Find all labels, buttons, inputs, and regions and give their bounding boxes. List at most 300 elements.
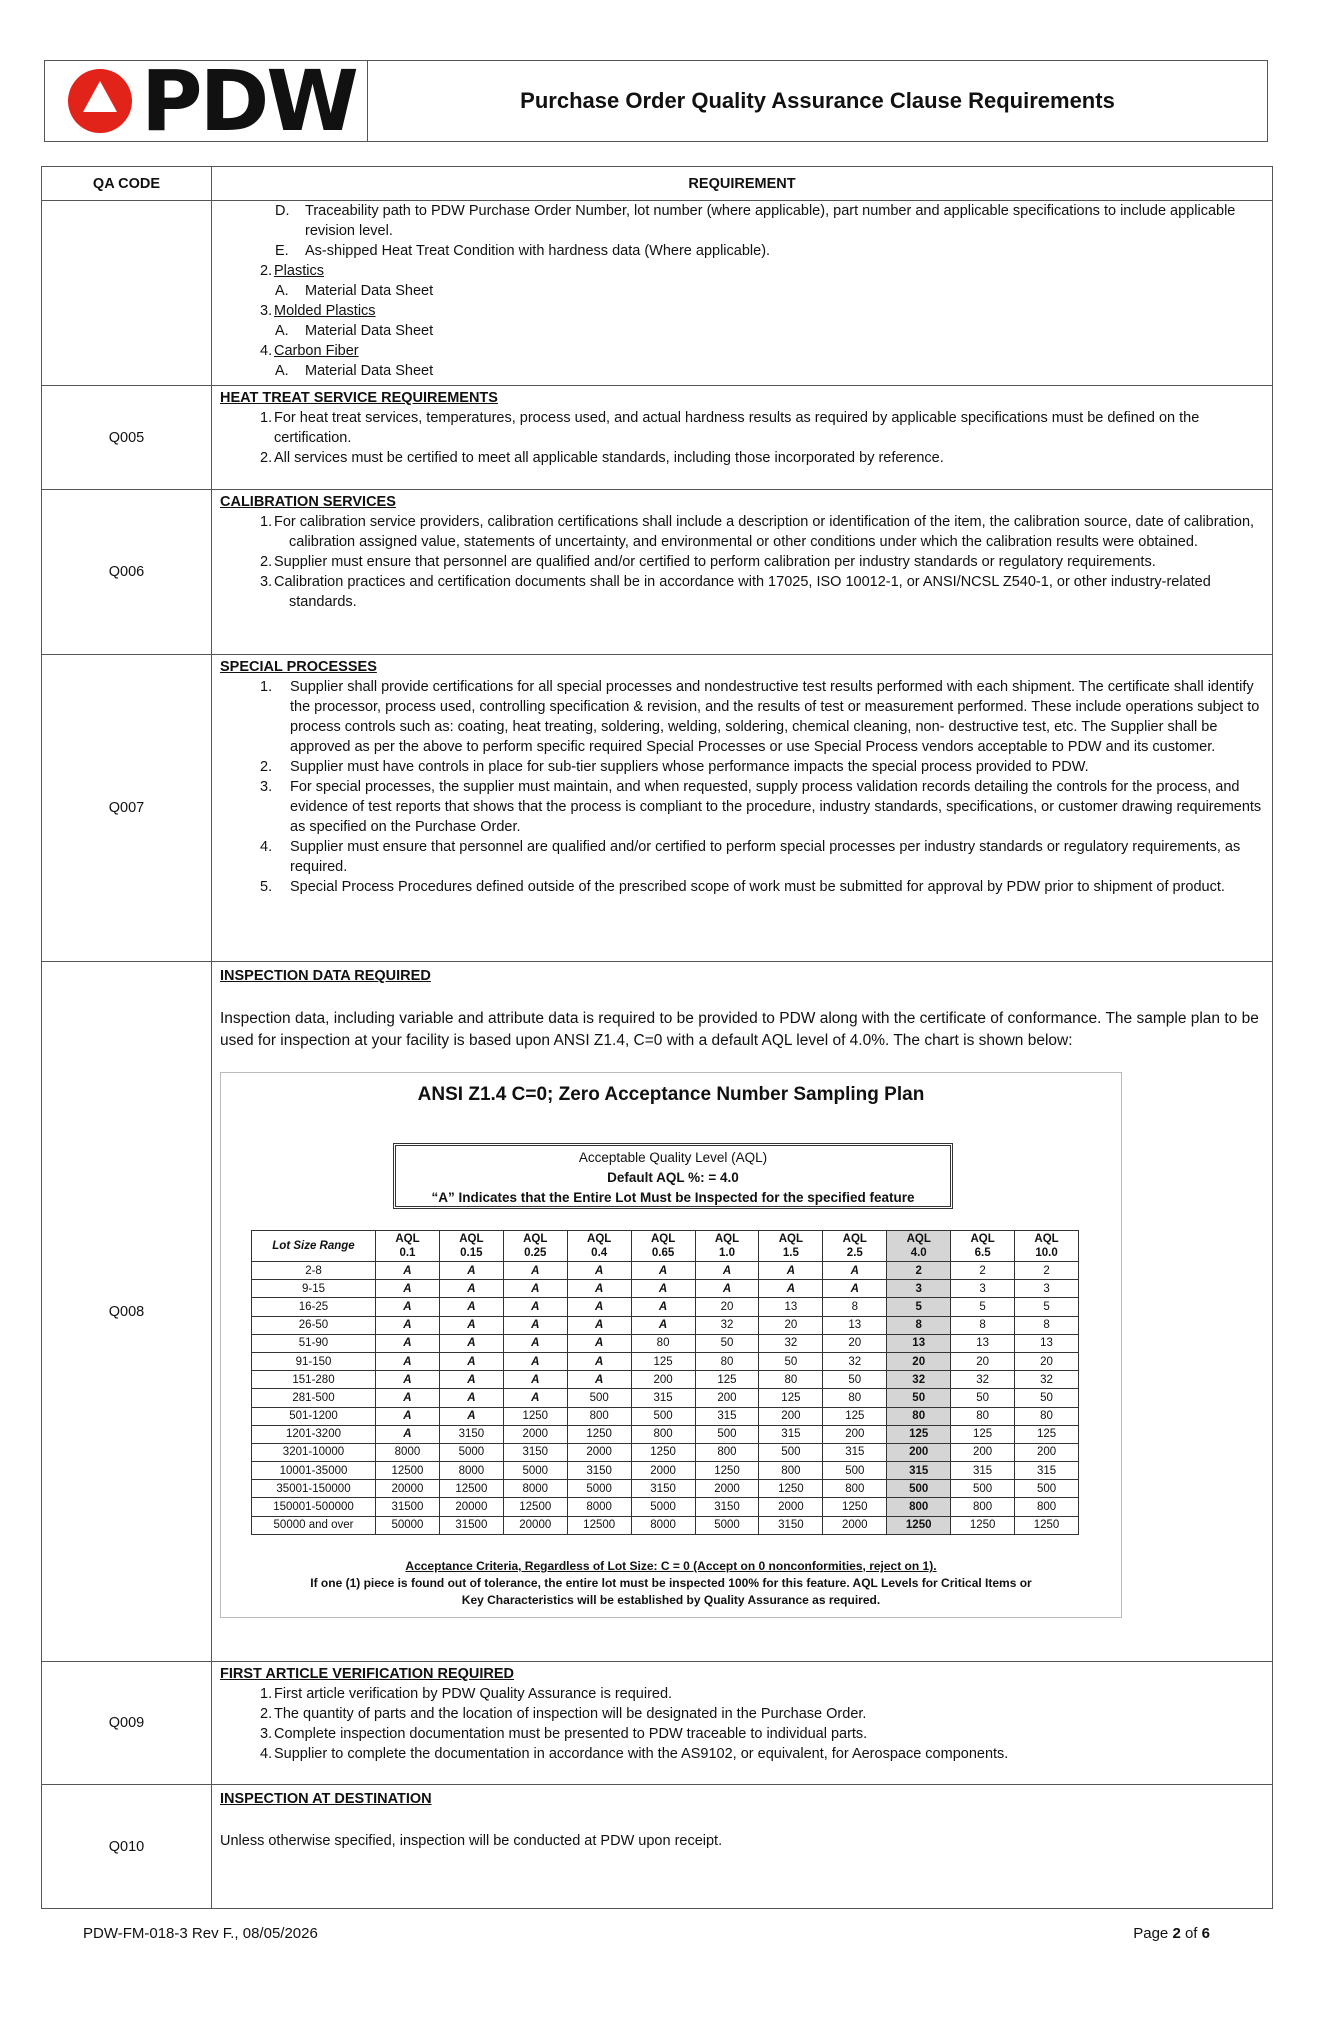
sample-size-cell: 500	[759, 1443, 823, 1461]
sampling-plan-figure	[220, 1072, 1122, 1618]
sample-size-cell: A	[503, 1316, 567, 1334]
sample-size-cell: 800	[695, 1443, 759, 1461]
document-title: Purchase Order Quality Assurance Clause Requirements	[520, 88, 1115, 113]
sample-size-cell: 50	[823, 1371, 887, 1389]
aql-label: AQL	[714, 1233, 740, 1245]
table-row-continued	[42, 201, 1273, 386]
sample-size-cell: A	[439, 1334, 503, 1352]
page-number: Page 2 of 6	[1133, 1925, 1210, 1942]
sample-size-cell: 80	[1015, 1407, 1079, 1425]
sample-size-cell: 50	[1015, 1389, 1079, 1407]
lot-size-cell: 10001-35000	[252, 1462, 376, 1480]
logo	[45, 52, 368, 150]
sample-size-cell: 80	[951, 1407, 1015, 1425]
aql-level-header	[376, 1231, 440, 1262]
sampling-row	[252, 1334, 1079, 1352]
sample-size-cell: 200	[759, 1407, 823, 1425]
sampling-row	[252, 1352, 1079, 1370]
sample-size-cell: A	[631, 1280, 695, 1298]
sample-size-cell: 800	[759, 1462, 823, 1480]
sample-size-cell: 315	[951, 1462, 1015, 1480]
aql-level-value: 0.1	[399, 1247, 416, 1259]
sample-size-cell: 31500	[439, 1516, 503, 1534]
sample-size-cell: 800	[823, 1480, 887, 1498]
aql-level-value: 0.15	[460, 1247, 483, 1259]
sample-size-cell: A	[439, 1280, 503, 1298]
sampling-row	[252, 1516, 1079, 1534]
sample-size-cell: 5000	[439, 1443, 503, 1461]
list-item: 1. For heat treat services, temperatures, process used, and actual hardness results as required by applicable specifications must be defined on the certification.	[260, 410, 1200, 446]
sample-size-cell: 315	[1015, 1462, 1079, 1480]
sample-size-cell: A	[376, 1298, 440, 1316]
col-header-qa-code: QA CODE	[42, 167, 212, 201]
sample-size-cell: 8	[887, 1316, 951, 1334]
list-item: D. Traceability path to PDW Purchase Order Number, lot number (where applicable), part number and applicable specifications to include applicable revision level.	[275, 203, 1236, 239]
document-header	[44, 52, 1268, 150]
aql-label: AQL	[587, 1233, 612, 1245]
qa-code-q005: Q005	[42, 386, 212, 490]
aql-info-box	[393, 1143, 953, 1209]
sampling-row	[252, 1389, 1079, 1407]
sample-size-cell: A	[439, 1407, 503, 1425]
sample-size-cell: A	[376, 1389, 440, 1407]
sample-size-cell: 3150	[695, 1498, 759, 1516]
aql-level-header	[631, 1231, 695, 1262]
sample-size-cell: 2	[951, 1262, 1015, 1280]
aql-label: AQL	[650, 1233, 676, 1245]
sample-size-cell: 2000	[759, 1498, 823, 1516]
sample-size-cell: 500	[567, 1389, 631, 1407]
lot-size-cell: 51-90	[252, 1334, 376, 1352]
requirement-q006	[212, 490, 1273, 655]
sample-size-cell: A	[503, 1389, 567, 1407]
sample-size-cell: 20	[823, 1334, 887, 1352]
sampling-row	[252, 1407, 1079, 1425]
table-row-q007	[42, 655, 1273, 962]
sample-size-cell: 31500	[376, 1498, 440, 1516]
list-item: 2. The quantity of parts and the location of inspection will be designated in the Purchase Order.	[260, 1706, 867, 1722]
qa-code-q010: Q010	[42, 1785, 212, 1909]
sample-size-cell: 2000	[503, 1425, 567, 1443]
section-title: FIRST ARTICLE VERIFICATION REQUIRED	[220, 1666, 515, 1682]
lot-size-cell: 2-8	[252, 1262, 376, 1280]
criteria-line: Acceptance Criteria, Regardless of Lot Size: C = 0 (Accept on 0 nonconformities, reject on 1).	[405, 1559, 937, 1573]
qa-code-q006: Q006	[42, 490, 212, 655]
sample-size-cell: A	[631, 1298, 695, 1316]
sample-size-cell: A	[503, 1298, 567, 1316]
sample-size-cell: 1250	[823, 1498, 887, 1516]
section-title: HEAT TREAT SERVICE REQUIREMENTS	[220, 390, 498, 406]
sample-size-cell: 3150	[567, 1462, 631, 1480]
aql-level-value: 6.5	[974, 1247, 991, 1259]
sample-size-cell: 12500	[376, 1462, 440, 1480]
aql-label: AQL	[842, 1233, 867, 1245]
aql-label: AQL	[1034, 1233, 1059, 1245]
aql-level-value: 1.5	[782, 1247, 799, 1259]
sample-size-cell: 125	[1015, 1425, 1079, 1443]
sample-size-cell: 125	[695, 1371, 759, 1389]
sample-size-cell: A	[567, 1262, 631, 1280]
sampling-row	[252, 1371, 1079, 1389]
sample-size-cell: A	[567, 1280, 631, 1298]
sample-size-cell: 5000	[695, 1516, 759, 1534]
sample-size-cell: 20	[759, 1316, 823, 1334]
sample-size-cell: 8	[1015, 1316, 1079, 1334]
sample-size-cell: A	[567, 1352, 631, 1370]
sampling-plan-title: ANSI Z1.4 C=0; Zero Acceptance Number Sampling Plan	[417, 1084, 925, 1105]
sample-size-cell: 500	[823, 1462, 887, 1480]
sample-size-cell: A	[439, 1371, 503, 1389]
sample-size-cell: 3150	[439, 1425, 503, 1443]
sample-size-cell: 80	[631, 1334, 695, 1352]
table-row-q010	[42, 1785, 1273, 1909]
list-item: E. As-shipped Heat Treat Condition with hardness data (Where applicable).	[275, 243, 771, 259]
sample-size-cell: 13	[1015, 1334, 1079, 1352]
sample-size-cell: 800	[887, 1498, 951, 1516]
sample-size-cell: 315	[631, 1389, 695, 1407]
sample-size-cell: 8000	[567, 1498, 631, 1516]
sample-size-cell: 500	[887, 1480, 951, 1498]
sample-size-cell: A	[376, 1280, 440, 1298]
aql-level-header	[1015, 1231, 1079, 1262]
sample-size-cell: A	[823, 1262, 887, 1280]
list-item: A. Material Data Sheet	[275, 363, 434, 379]
sample-size-cell: 80	[887, 1407, 951, 1425]
sample-size-cell: A	[503, 1262, 567, 1280]
sample-size-cell: 13	[823, 1316, 887, 1334]
requirement-q008	[212, 962, 1273, 1662]
list-item: 4. Carbon Fiber	[260, 343, 359, 359]
sample-size-cell: A	[439, 1316, 503, 1334]
list-item: 5. Special Process Procedures defined outside of the prescribed scope of work must be submitted for approval by PDW prior to shipment of product.	[260, 879, 1225, 895]
sample-size-cell: 5	[1015, 1298, 1079, 1316]
lot-size-cell: 9-15	[252, 1280, 376, 1298]
list-item: 3. Molded Plastics	[260, 303, 376, 319]
requirement-q005	[212, 386, 1273, 490]
sample-size-cell: 3	[951, 1280, 1015, 1298]
sample-size-cell: 8000	[503, 1480, 567, 1498]
sample-size-cell: 8	[951, 1316, 1015, 1334]
sample-size-cell: 13	[759, 1298, 823, 1316]
sample-size-cell: 200	[823, 1425, 887, 1443]
sample-size-cell: 80	[695, 1352, 759, 1370]
requirement-q007	[212, 655, 1273, 962]
requirement-q009	[212, 1662, 1273, 1785]
sample-size-cell: 200	[631, 1371, 695, 1389]
lot-size-cell: 50000 and over	[252, 1516, 376, 1534]
aql-level-header	[503, 1231, 567, 1262]
qa-code-q008: Q008	[42, 962, 212, 1662]
destination-paragraph: Unless otherwise specified, inspection will be conducted at PDW upon receipt.	[220, 1833, 723, 1849]
sampling-plan-table	[251, 1230, 1079, 1535]
sample-size-cell: 12500	[567, 1516, 631, 1534]
sample-size-cell: 32	[823, 1352, 887, 1370]
section-title: INSPECTION AT DESTINATION	[220, 1791, 432, 1807]
sample-size-cell: A	[759, 1280, 823, 1298]
list-item: 1. Supplier shall provide certifications for all special processes and nondestructive test results performed with each shipment. The certificate shall identify the processor, process used, controlling specification & revision, and the results of test or measurement performed. These include operations subject to process controls such as: coating, heat treating, soldering, welding, soldering, chemical cleaning, non- destructive test, etc. The Supplier shall be approved as per the above to perform specific required Special Processes or use Special Process vendors acceptable to PDW and its customer.	[260, 679, 1260, 755]
sample-size-cell: 800	[567, 1407, 631, 1425]
sample-size-cell: A	[503, 1352, 567, 1370]
list-item: 4. Supplier to complete the documentation in accordance with the AS9102, or equivalent, for Aerospace components.	[260, 1746, 1009, 1762]
sample-size-cell: A	[503, 1334, 567, 1352]
sample-size-cell: A	[631, 1316, 695, 1334]
sample-size-cell: 200	[1015, 1443, 1079, 1461]
sample-size-cell: 5000	[567, 1480, 631, 1498]
aql-level-value: 10.0	[1035, 1247, 1058, 1259]
sampling-row	[252, 1462, 1079, 1480]
sample-size-cell: 315	[887, 1462, 951, 1480]
sample-size-cell: 125	[823, 1407, 887, 1425]
sample-size-cell: 50000	[376, 1516, 440, 1534]
requirement-q010	[212, 1785, 1273, 1909]
table-row-q009	[42, 1662, 1273, 1785]
sample-size-cell: 800	[631, 1425, 695, 1443]
lot-size-cell: 281-500	[252, 1389, 376, 1407]
sample-size-cell: A	[567, 1371, 631, 1389]
sample-size-cell: 3	[1015, 1280, 1079, 1298]
sample-size-cell: 1250	[759, 1480, 823, 1498]
sample-size-cell: A	[376, 1334, 440, 1352]
sample-size-cell: A	[503, 1371, 567, 1389]
lot-size-cell: 151-280	[252, 1371, 376, 1389]
sample-size-cell: 1250	[887, 1516, 951, 1534]
aql-level-header	[567, 1231, 631, 1262]
sample-size-cell: 1250	[567, 1425, 631, 1443]
sample-size-cell: A	[376, 1262, 440, 1280]
aql-level-value: 1.0	[718, 1247, 735, 1259]
acceptance-criteria	[221, 1557, 1121, 1610]
sample-size-cell: A	[631, 1262, 695, 1280]
sample-size-cell: 500	[1015, 1480, 1079, 1498]
list-item: 2. Supplier must ensure that personnel are qualified and/or certified to perform calibration per industry standards or regulatory requirements.	[260, 554, 1156, 570]
sample-size-cell: 800	[951, 1498, 1015, 1516]
sample-size-cell: 50	[951, 1389, 1015, 1407]
sample-size-cell: A	[567, 1334, 631, 1352]
lot-size-cell: 501-1200	[252, 1407, 376, 1425]
sample-size-cell: 125	[887, 1425, 951, 1443]
sampling-row	[252, 1498, 1079, 1516]
sample-size-cell: 1250	[503, 1407, 567, 1425]
list-item: 1. For calibration service providers, calibration certifications shall include a description or identification of the item, the calibration source, date of calibration, calibration assigned value, statements of uncertainty, and environmental or other conditions under which the calibration results were obtained.	[260, 514, 1255, 550]
section-title: CALIBRATION SERVICES	[220, 494, 396, 510]
sample-size-cell: 13	[951, 1334, 1015, 1352]
list-item: 2. Plastics	[260, 263, 324, 279]
lot-size-cell: 91-150	[252, 1352, 376, 1370]
aql-level-value: 4.0	[910, 1247, 927, 1259]
sample-size-cell: 3150	[759, 1516, 823, 1534]
list-item: 3. For special processes, the supplier must maintain, and when requested, supply process validation records detailing the controls for the process, and evidence of test reports that shows that the process is compliant to the procedure, industry standards, specifications, or customer drawing requirements as specified on the Purchase Order.	[260, 779, 1262, 835]
sample-size-cell: 2000	[567, 1443, 631, 1461]
sample-size-cell: 20000	[439, 1498, 503, 1516]
logo-text: PDW	[141, 52, 356, 150]
qa-code-cell-empty	[42, 201, 212, 386]
sample-size-cell: A	[503, 1280, 567, 1298]
aql-level-value: 0.4	[591, 1247, 608, 1259]
sample-size-cell: 315	[695, 1407, 759, 1425]
sample-size-cell: 50	[759, 1352, 823, 1370]
sample-size-cell: 500	[695, 1425, 759, 1443]
section-title: INSPECTION DATA REQUIRED	[220, 968, 431, 984]
table-row-q005	[42, 386, 1273, 490]
sample-size-cell: 5	[951, 1298, 1015, 1316]
table-row-q006	[42, 490, 1273, 655]
sample-size-cell: 2	[887, 1262, 951, 1280]
sample-size-cell: 20000	[376, 1480, 440, 1498]
sample-size-cell: 1250	[951, 1516, 1015, 1534]
aql-label: AQL	[395, 1233, 420, 1245]
sample-size-cell: 500	[951, 1480, 1015, 1498]
list-item: 2. All services must be certified to meet all applicable standards, including those incorporated by reference.	[260, 450, 944, 466]
aql-label: AQL	[970, 1233, 995, 1245]
aql-box-line: “A” Indicates that the Entire Lot Must be Inspected for the specified feature	[431, 1190, 915, 1205]
sampling-row	[252, 1480, 1079, 1498]
table-header-row	[42, 167, 1273, 201]
sample-size-cell: 20000	[503, 1516, 567, 1534]
sample-size-cell: 500	[631, 1407, 695, 1425]
sample-size-cell: 32	[887, 1371, 951, 1389]
sampling-row	[252, 1425, 1079, 1443]
sample-size-cell: 315	[823, 1443, 887, 1461]
sample-size-cell: A	[439, 1389, 503, 1407]
sample-size-cell: A	[376, 1352, 440, 1370]
sample-size-cell: 800	[1015, 1498, 1079, 1516]
aql-level-header	[823, 1231, 887, 1262]
sample-size-cell: 20	[695, 1298, 759, 1316]
aql-label: AQL	[523, 1233, 548, 1245]
sample-size-cell: 315	[759, 1425, 823, 1443]
sample-size-cell: 1250	[1015, 1516, 1079, 1534]
aql-level-header	[951, 1231, 1015, 1262]
aql-level-value: 0.65	[651, 1247, 675, 1259]
sample-size-cell: 12500	[439, 1480, 503, 1498]
sample-size-cell: A	[439, 1298, 503, 1316]
list-item: A. Material Data Sheet	[275, 323, 434, 339]
aql-box-line: Default AQL %: = 4.0	[607, 1170, 739, 1185]
sample-size-cell: 2	[1015, 1262, 1079, 1280]
sample-size-cell: A	[823, 1280, 887, 1298]
sample-size-cell: 200	[887, 1443, 951, 1461]
sample-size-cell: 5000	[631, 1498, 695, 1516]
aql-level-header	[695, 1231, 759, 1262]
sample-size-cell: 20	[887, 1352, 951, 1370]
qa-clause-table	[41, 166, 1273, 1909]
sample-size-cell: 2000	[823, 1516, 887, 1534]
sampling-row	[252, 1443, 1079, 1461]
sample-size-cell: 1250	[695, 1462, 759, 1480]
sample-size-cell: 5	[887, 1298, 951, 1316]
sample-size-cell: 3150	[631, 1480, 695, 1498]
table-row-q008	[42, 962, 1273, 1662]
sample-size-cell: 200	[695, 1389, 759, 1407]
list-item: 4. Supplier must ensure that personnel are qualified and/or certified to perform special processes per industry standards or regulatory requirements, as required.	[260, 839, 1241, 875]
lot-size-header: Lot Size Range	[252, 1231, 376, 1262]
aql-level-value: 2.5	[846, 1247, 863, 1259]
sample-size-cell: 8000	[439, 1462, 503, 1480]
sampling-row	[252, 1262, 1079, 1280]
sample-size-cell: 8000	[631, 1516, 695, 1534]
sample-size-cell: 32	[1015, 1371, 1079, 1389]
criteria-line: If one (1) piece is found out of tolerance, the entire lot must be inspected 100% for this feature. AQL Levels for Critical Items or	[310, 1576, 1032, 1590]
requirement-cell-continued	[212, 201, 1273, 386]
inspection-paragraph: Inspection data, including variable and attribute data is required to be provided to PDW along with the certificate of conformance. The sample plan to be used for inspection at your facility is based upon ANSI Z1.4, C=0 with a default AQL level of 4.0%. The chart is shown below:	[220, 1010, 1259, 1049]
sample-size-cell: 80	[759, 1371, 823, 1389]
list-item: 1. First article verification by PDW Quality Assurance is required.	[260, 1686, 673, 1702]
aql-label: AQL	[778, 1233, 804, 1245]
lot-size-cell: 3201-10000	[252, 1443, 376, 1461]
sample-size-cell: A	[695, 1280, 759, 1298]
sample-size-cell: 80	[823, 1389, 887, 1407]
pdw-logo-icon	[67, 68, 133, 134]
sample-size-cell: 50	[695, 1334, 759, 1352]
criteria-line: Key Characteristics will be established by Quality Assurance as required.	[461, 1593, 881, 1607]
qa-code-q007: Q007	[42, 655, 212, 962]
sample-size-cell: 50	[887, 1389, 951, 1407]
sample-size-cell: 200	[951, 1443, 1015, 1461]
section-title: SPECIAL PROCESSES	[220, 659, 377, 675]
sample-size-cell: 1250	[631, 1443, 695, 1461]
sample-size-cell: 32	[951, 1371, 1015, 1389]
sample-size-cell: A	[759, 1262, 823, 1280]
list-item: A. Material Data Sheet	[275, 283, 434, 299]
sample-size-cell: 20	[1015, 1352, 1079, 1370]
aql-level-header	[759, 1231, 823, 1262]
sample-size-cell: A	[439, 1262, 503, 1280]
aql-level-value: 0.25	[524, 1247, 547, 1259]
sample-size-cell: 125	[951, 1425, 1015, 1443]
lot-size-cell: 35001-150000	[252, 1480, 376, 1498]
aql-label: AQL	[459, 1233, 484, 1245]
qa-code-q009: Q009	[42, 1662, 212, 1785]
sample-size-cell: 2000	[631, 1462, 695, 1480]
sample-size-cell: A	[567, 1316, 631, 1334]
form-id: PDW-FM-018-3 Rev F., 08/05/2026	[83, 1925, 318, 1942]
sample-size-cell: 5000	[503, 1462, 567, 1480]
aql-label: AQL	[906, 1233, 931, 1245]
sample-size-cell: A	[376, 1425, 440, 1443]
sample-size-cell: 2000	[695, 1480, 759, 1498]
aql-level-header	[887, 1231, 951, 1262]
aql-box-line: Acceptable Quality Level (AQL)	[578, 1150, 768, 1165]
list-item: 3. Calibration practices and certification documents shall be in accordance with 17025, ISO 10012-1, or ANSI/NCSL Z540-1, or other industry-related standards.	[260, 574, 1211, 610]
sample-size-cell: 125	[631, 1352, 695, 1370]
sample-size-cell: A	[376, 1407, 440, 1425]
sample-size-cell: 12500	[503, 1498, 567, 1516]
lot-size-cell: 26-50	[252, 1316, 376, 1334]
sample-size-cell: 3	[887, 1280, 951, 1298]
sample-size-cell: 13	[887, 1334, 951, 1352]
sample-size-cell: A	[439, 1352, 503, 1370]
aql-level-header	[439, 1231, 503, 1262]
sample-size-cell: 3150	[503, 1443, 567, 1461]
sample-size-cell: 8	[823, 1298, 887, 1316]
sampling-header-row	[252, 1231, 1079, 1262]
sample-size-cell: 125	[759, 1389, 823, 1407]
sample-size-cell: 20	[951, 1352, 1015, 1370]
sampling-row	[252, 1316, 1079, 1334]
lot-size-cell: 1201-3200	[252, 1425, 376, 1443]
list-item: 3. Complete inspection documentation must be presented to PDW traceable to individual parts.	[260, 1726, 868, 1742]
sample-size-cell: 32	[759, 1334, 823, 1352]
sampling-row	[252, 1280, 1079, 1298]
sample-size-cell: 8000	[376, 1443, 440, 1461]
sample-size-cell: A	[695, 1262, 759, 1280]
sample-size-cell: A	[376, 1316, 440, 1334]
sampling-row	[252, 1298, 1079, 1316]
list-item: 2. Supplier must have controls in place for sub-tier suppliers whose performance impacts the special process provided to PDW.	[260, 759, 1089, 775]
sample-size-cell: 32	[695, 1316, 759, 1334]
col-header-requirement: REQUIREMENT	[212, 167, 1273, 201]
lot-size-cell: 150001-500000	[252, 1498, 376, 1516]
